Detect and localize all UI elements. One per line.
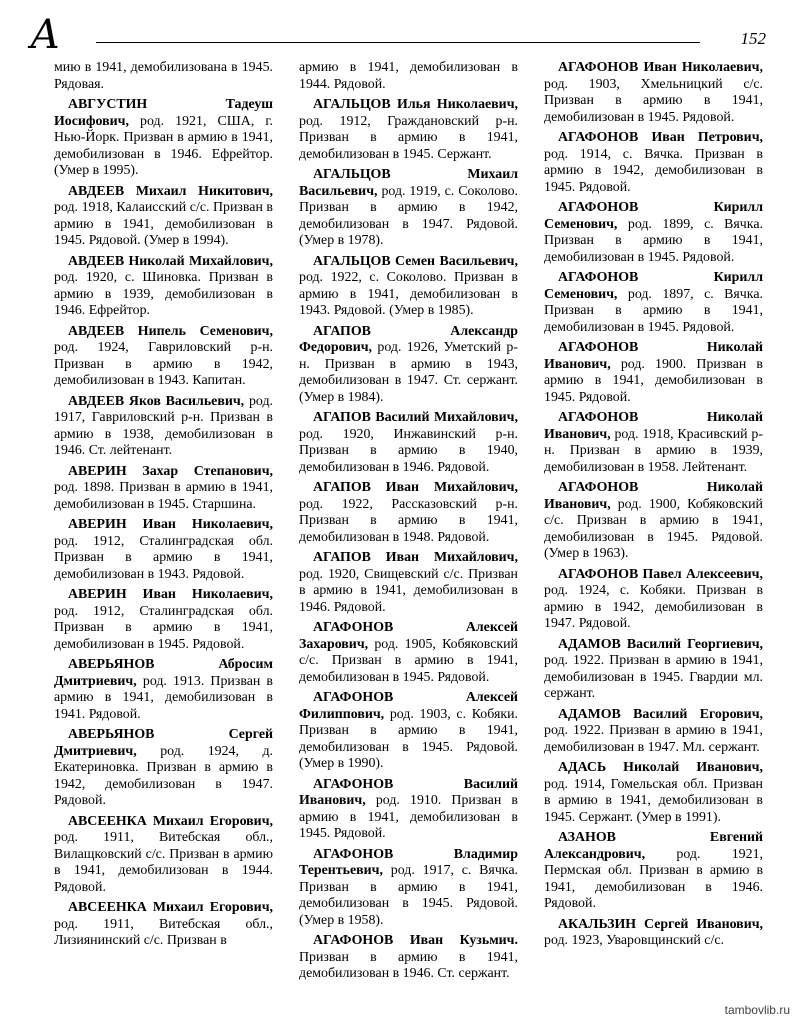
entry xyxy=(299,620,518,686)
entry-name: АГАФОНОВ Кирилл Семенович, xyxy=(544,270,763,302)
entry-name: АГАФОНОВ Николай Иванович, xyxy=(544,480,763,512)
entry xyxy=(544,270,763,336)
column-3 xyxy=(544,60,763,990)
entry xyxy=(299,550,518,616)
entry-name: АВЕРЬЯНОВ Сергей Дмитриевич, xyxy=(54,727,273,759)
entry xyxy=(54,464,273,514)
page-header xyxy=(22,14,766,56)
entry-text: армию в 1941, демобилизован в 1944. Рядовой. xyxy=(299,60,518,92)
entry-name: АГАФОНОВ Иван Петрович, xyxy=(558,130,763,145)
entry-text: род. 1898. Призван в армию в 1941, демобилизован в 1945. Старшина. xyxy=(54,480,273,512)
entry-text: род. 1914, Гомельская обл. Призван в армию в 1941, демобилизован в 1945. Сержант. (Умер в 1991). xyxy=(544,776,763,825)
entry xyxy=(544,830,763,913)
entry-name: АВГУСТИН Тадеуш Иосифович, xyxy=(54,97,273,129)
entry-text: род. 1922. Призван в армию в 1941, демобилизован в 1945. Гвардии мл. сержант. xyxy=(544,653,763,701)
entry-name: АВЕРИН Захар Степанович, xyxy=(68,463,273,479)
text-columns xyxy=(54,60,764,990)
entry-text: род. 1911, Витебская обл., Лизиянинский с/с. Призван в xyxy=(54,916,273,948)
entry xyxy=(544,707,763,757)
entry-text: род. 1912, Граждановский р-н. Призван в армию в 1941, демобилизован в 1945. Сержант. xyxy=(299,113,518,162)
entry-text: род. 1912, Сталинградская обл. Призван в армию в 1941, демобилизован в 1945. Рядовой. xyxy=(54,603,273,652)
entry-text: род. 1922, с. Соколово. Призван в армию в 1941, демобилизован в 1943. Рядовой. (Умер в 1985). xyxy=(299,270,518,318)
entry xyxy=(299,480,518,546)
entry-text: мию в 1941, демобилизована в 1945. Рядовая. xyxy=(54,60,273,92)
entry xyxy=(544,760,763,826)
entry-name: АВЕРЬЯНОВ Абросим Дмитриевич, xyxy=(54,657,273,689)
entry xyxy=(299,690,518,773)
entry xyxy=(299,777,518,843)
entry-text: род. 1914, с. Вячка. Призван в армию в 1942, демобилизован в 1945. Рядовой. xyxy=(544,146,763,195)
entry-text: род. 1917, Гавриловский р-н. Призван в армию в 1938, демобилизован в 1946. Ст. лейтенант. xyxy=(54,393,273,458)
entry-text: род. 1918, Калаисский с/с. Призван в армию в 1941, демобилизован в 1945. Рядовой. (Умер в 1994). xyxy=(54,200,273,248)
entry-name: АВЕРИН Иван Николаевич, xyxy=(68,587,273,602)
entry-text: род. 1921, США, г. Нью-Йорк. Призван в армию в 1941, демобилизован в 1946. Ефрейтор. (Умер в 1995). xyxy=(54,113,273,178)
entry xyxy=(54,814,273,897)
column-1 xyxy=(54,60,273,990)
entry-name: АЗАНОВ Евгений Александрович, xyxy=(544,830,763,862)
entry xyxy=(544,340,763,406)
entry-name: АВЕРИН Иван Николаевич, xyxy=(68,517,273,532)
entry xyxy=(544,637,763,703)
entry-text: род. 1900. Призван в армию в 1941, демобилизован в 1945. Рядовой. xyxy=(544,356,763,405)
entry-text: род. 1919, с. Соколово. Призван в армию в 1942, демобилизован в 1947. Рядовой. (Умер в 1978). xyxy=(299,183,518,248)
entry xyxy=(299,60,518,93)
entry xyxy=(54,254,273,320)
entry-name: АГАФОНОВ Николай Иванович, xyxy=(544,340,763,372)
entry-name: АВДЕЕВ Нипель Семенович, xyxy=(68,323,273,339)
entry-name: АВСЕЕНКА Михаил Егорович, xyxy=(68,900,273,915)
entry-text: род. 1922. Призван в армию в 1941, демобилизован в 1947. Мл. сержант. xyxy=(544,723,763,755)
entry-name: АГАПОВ Александр Федорович, xyxy=(299,323,518,355)
entry-text: род. 1924, с. Кобяки. Призван в армию в 1942, демобилизован в 1947. Рядовой. xyxy=(544,583,763,631)
entry-name: АДАМОВ Василий Георгиевич, xyxy=(558,636,763,652)
entry-name: АГАФОНОВ Василий Иванович, xyxy=(299,776,518,808)
entry xyxy=(299,167,518,250)
entry xyxy=(54,900,273,950)
entry xyxy=(544,60,763,126)
entry-text: род. 1903, Хмельницкий с/с. Призван в армию в 1941, демобилизован в 1945. Рядовой. xyxy=(544,76,763,125)
entry xyxy=(544,410,763,476)
entry-text: Призван в армию в 1941, демобилизован в 1946. Ст. сержант. xyxy=(299,949,518,981)
entry-name: АДАМОВ Василий Егорович, xyxy=(558,706,763,722)
entry-text: род. 1897, с. Вячка. Призван в армию в 1941, демобилизован в 1945. Рядовой. xyxy=(544,286,763,335)
entry-text: род. 1924, Гавриловский р-н. Призван в армию в 1942, демобилизован в 1943. Капитан. xyxy=(54,340,273,388)
entry xyxy=(54,60,273,93)
entry-text: род. 1920, Инжавинский р-н. Призван в армию в 1940, демобилизован в 1946. Рядовой. xyxy=(299,426,518,475)
entry-name: АГАЛЬЦОВ Михаил Васильевич, xyxy=(299,167,518,199)
entry xyxy=(299,97,518,163)
entry-name: АГАПОВ Василий Михайлович, xyxy=(313,410,518,425)
entry-text: род. 1926, Уметский р-н. Призван в армию в 1943, демобилизован в 1947. Ст. сержант. (Умер в 1984). xyxy=(299,340,518,405)
entry-text: род. 1922, Рассказовский р-н. Призван в армию в 1941, демобилизован в 1948. Рядовой. xyxy=(299,496,518,545)
entry xyxy=(299,254,518,320)
entry-text: род. 1913. Призван в армию в 1941, демобилизован в 1941. Рядовой. xyxy=(54,673,273,722)
section-letter: А xyxy=(30,12,61,58)
entry xyxy=(54,184,273,250)
header-rule xyxy=(96,42,700,43)
entry-name: АГАЛЬЦОВ Илья Николаевич, xyxy=(313,97,518,112)
entry-text: род. 1900, Кобяковский с/с. Призван в армию в 1941, демобилизован в 1945. Рядовой. (Умер в 1963). xyxy=(544,496,763,561)
entry-text: род. 1918, Красивский р-н. Призван в армию в 1939, демобилизован в 1958. Лейтенант. xyxy=(544,426,763,475)
entry-text: род. 1924, д. Екатериновка. Призван в армию в 1942, демобилизован в 1947. Рядовой. xyxy=(54,743,273,808)
entry xyxy=(54,97,273,180)
entry-text: род. 1917, с. Вячка. Призван в армию в 1941, демобилизован в 1945. Рядовой. (Умер в 1958). xyxy=(299,863,518,928)
entry-text: род. 1903, с. Кобяки. Призван в армию в 1941, демобилизован в 1945. Рядовой. (Умер в 1990). xyxy=(299,706,518,771)
entry-text: род. 1921, Пермская обл. Призван в армию в 1941, демобилизован в 1946. Рядовой. xyxy=(544,846,763,911)
entry-name: АГАФОНОВ Иван Николаевич, xyxy=(558,60,763,75)
entry xyxy=(54,394,273,460)
entry-name: АГАФОНОВ Николай Иванович, xyxy=(544,410,763,442)
entry-name: АГАПОВ Иван Михайлович, xyxy=(313,550,518,565)
entry-name: АВДЕЕВ Михаил Никитович, xyxy=(68,183,273,199)
entry-name: АКАЛЬЗИН Сергей Иванович, xyxy=(558,916,763,932)
entry-name: АГАФОНОВ Владимир Терентьевич, xyxy=(299,846,518,878)
entry-text: род. 1920, с. Шиновка. Призван в армию в 1939, демобилизован в 1946. Ефрейтор. xyxy=(54,270,273,318)
entry-name: АГАФОНОВ Павел Алексеевич, xyxy=(558,566,763,582)
entry-name: АГАФОНОВ Иван Кузьмич. xyxy=(313,933,518,948)
entry xyxy=(54,727,273,810)
entry xyxy=(299,933,518,983)
entry-text: род. 1899, с. Вячка. Призван в армию в 1941, демобилизован в 1945. Рядовой. xyxy=(544,216,763,265)
entry-text: род. 1923, Уваровщинский с/с. xyxy=(544,933,724,948)
page-number: 152 xyxy=(740,29,766,48)
entry xyxy=(54,657,273,723)
entry-text: род. 1910. Призван в армию в 1941, демобилизован в 1945. Рядовой. xyxy=(299,793,518,841)
entry-text: род. 1905, Кобяковский с/с. Призван в армию в 1941, демобилизован в 1945. Рядовой. xyxy=(299,636,518,685)
entry xyxy=(299,324,518,407)
entry xyxy=(54,587,273,653)
entry-name: АГАПОВ Иван Михайлович, xyxy=(313,480,518,495)
entry xyxy=(544,917,763,950)
entry-text: род. 1911, Витебская обл., Вилащковский с/с. Призван в армию в 1941, демобилизован в 1944. Рядовой. xyxy=(54,830,273,895)
entry-text: род. 1912, Сталинградская обл. Призван в армию в 1941, демобилизован в 1943. Рядовой. xyxy=(54,533,273,582)
entry-name: АДАСЬ Николай Иванович, xyxy=(558,760,763,775)
entry-text: род. 1920, Свищевский с/с. Призван в армию в 1941, демобилизован в 1946. Рядовой. xyxy=(299,566,518,615)
entry xyxy=(544,130,763,196)
site-watermark: tambovlib.ru xyxy=(724,1003,790,1017)
entry-name: АГАЛЬЦОВ Семен Васильевич, xyxy=(313,253,518,269)
entry-name: АВДЕЕВ Яков Васильевич, xyxy=(68,393,245,409)
entry xyxy=(299,847,518,930)
entry xyxy=(54,517,273,583)
entry-name: АВСЕЕНКА Михаил Егорович, xyxy=(68,813,273,829)
entry-name: АГАФОНОВ Алексей Филиппович, xyxy=(299,690,518,722)
entry-name: АВДЕЕВ Николай Михайлович, xyxy=(68,253,273,269)
entry xyxy=(544,200,763,266)
entry-name: АГАФОНОВ Алексей Захарович, xyxy=(299,620,518,652)
entry-name: АГАФОНОВ Кирилл Семенович, xyxy=(544,200,763,232)
entry xyxy=(54,324,273,390)
entry xyxy=(544,567,763,633)
entry xyxy=(544,480,763,563)
entry xyxy=(299,410,518,476)
column-2 xyxy=(299,60,518,990)
